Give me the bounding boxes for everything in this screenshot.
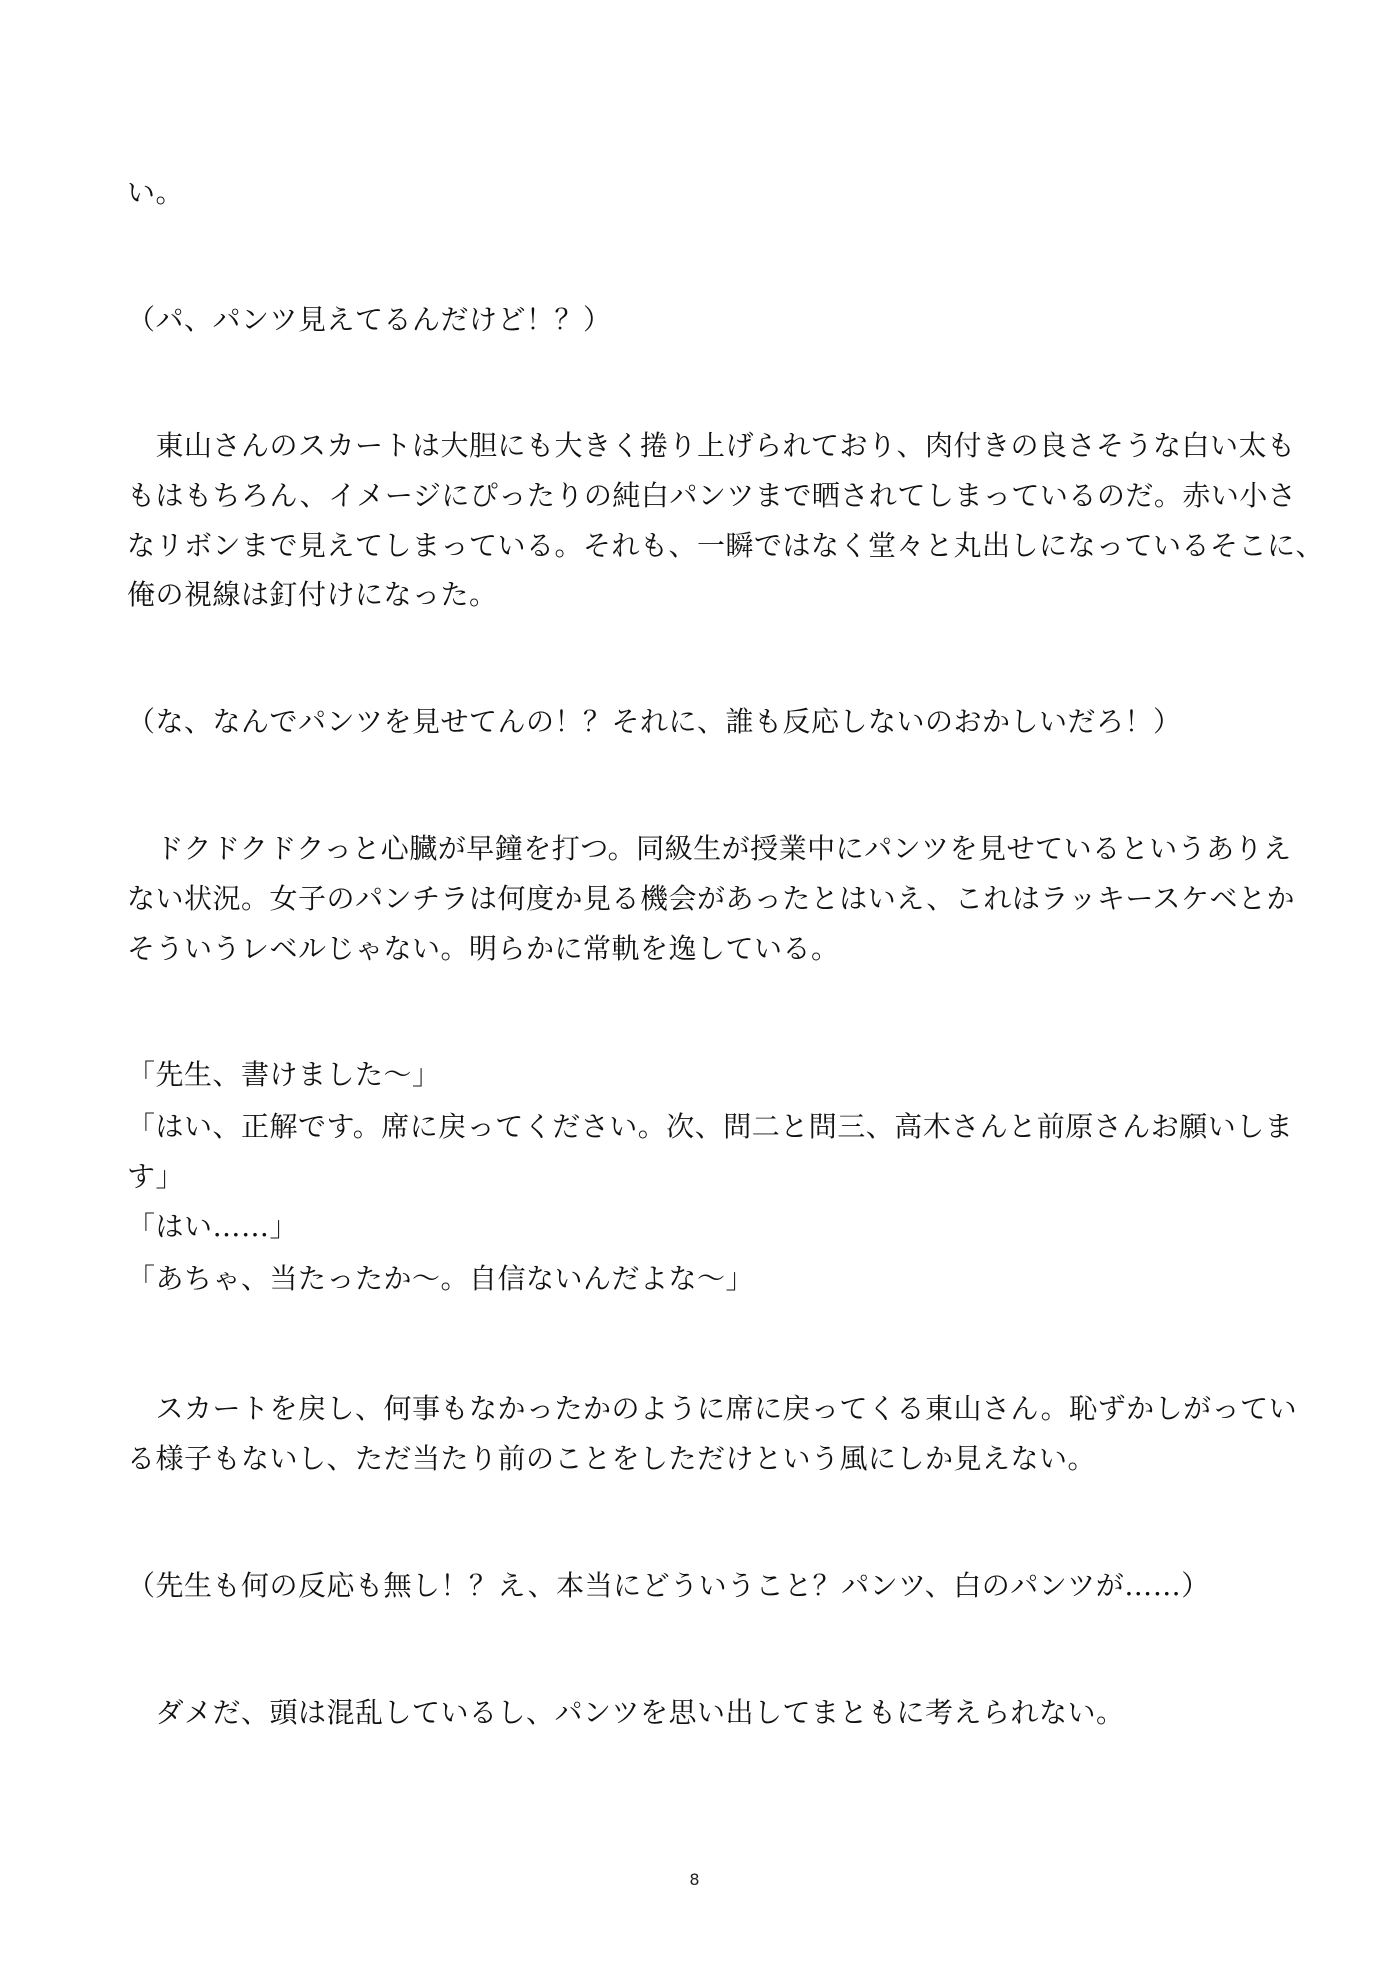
text-line: い。 xyxy=(127,176,185,209)
text-line: 「はい……」 xyxy=(127,1210,299,1243)
text-line: 「先生、書けました～」 xyxy=(127,1058,441,1091)
text-line: （な、なんでパンツを見せてんの！？それに、誰も反応しないのおかしいだろ！） xyxy=(127,705,1182,738)
text-line: す」 xyxy=(127,1160,185,1193)
text-line: る様子もないし、ただ当たり前のことをしただけという風にしか見えない。 xyxy=(127,1442,1097,1475)
text-line: ドクドクドクっと心臓が早鐘を打つ。同級生が授業中にパンツを見せているというありえ xyxy=(127,832,1292,865)
page-number: 8 xyxy=(689,1870,700,1889)
text-line: ダメだ、頭は混乱しているし、パンツを思い出してまともに考えられない。 xyxy=(127,1696,1125,1729)
text-line: 「あちゃ、当たったか～。自信ないんだよな～」 xyxy=(127,1262,755,1295)
text-line: 俺の視線は釘付けになった。 xyxy=(127,578,498,611)
text-line: スカートを戻し、何事もなかったかのように席に戻ってくる東山さん。恥ずかしがってい xyxy=(127,1392,1298,1425)
text-line: （先生も何の反応も無し！？え、本当にどういうこと？パンツ、白のパンツが……） xyxy=(127,1569,1210,1602)
text-line: 東山さんのスカートは大胆にも大きく捲り上げられており、肉付きの良さそうな白い太も xyxy=(127,429,1296,462)
text-line: なリボンまで見えてしまっている。それも、一瞬ではなく堂々と丸出しになっているそこに、 xyxy=(127,529,1325,562)
text-line: そういうレベルじゃない。明らかに常軌を逸している。 xyxy=(127,932,840,965)
text-line: 「はい、正解です。席に戻ってください。次、問二と問三、高木さんと前原さんお願いしま xyxy=(127,1110,1294,1143)
text-line: もはもちろん、イメージにぴったりの純白パンツまで晒されてしまっているのだ。赤い小さ xyxy=(127,479,1297,512)
text-line: （パ、パンツ見えてるんだけど！？） xyxy=(127,303,612,336)
text-line: ない状況。女子のパンチラは何度か見る機会があったとはいえ、これはラッキースケベとか xyxy=(127,882,1295,915)
